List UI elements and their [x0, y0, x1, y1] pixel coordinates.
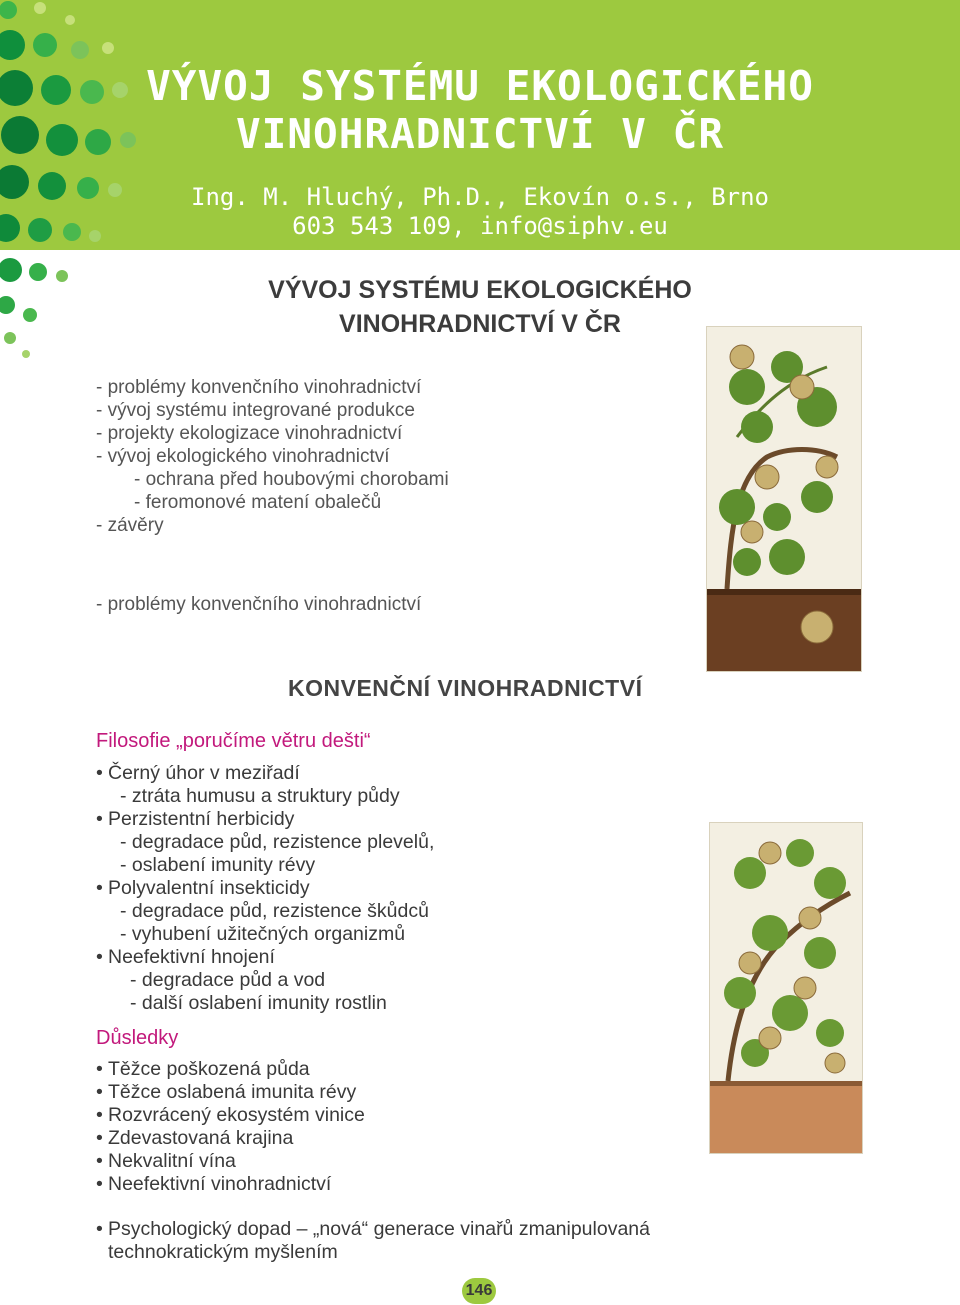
consequences-label: Důsledky — [96, 1027, 179, 1049]
section-label: - problémy konvenčního vinohradnictví — [96, 594, 422, 615]
list-item: • Neefektivní vinohradnictví — [96, 1173, 365, 1196]
consequences-list — [96, 1058, 365, 1196]
list-item: - vyhubení užitečných organizmů — [120, 923, 406, 945]
outline-item: - ochrana před houbovými chorobami — [134, 469, 449, 490]
conventional-list — [96, 762, 434, 1015]
vine-illustration-top — [706, 326, 862, 672]
outline-item: - závěry — [96, 515, 164, 536]
list-item: • Polyvalentní insekticidy — [96, 877, 434, 900]
author-line: Ing. M. Hluchý, Ph.D., Ekovín o.s., Brno — [191, 183, 769, 211]
list-item: • Těžce oslabená imunita révy — [96, 1081, 365, 1104]
list-item: • Zdevastovaná krajina — [96, 1127, 365, 1150]
psychology-list — [96, 1218, 736, 1264]
list-item: • Nekvalitní vína — [96, 1150, 365, 1173]
list-item: - další oslabení imunity rostlin — [130, 992, 387, 1014]
list-item: - oslabení imunity révy — [120, 854, 316, 876]
page-number: 146 — [462, 1278, 496, 1304]
list-item: • Psychologický dopad – „nová“ generace vinařů zmanipulovaná — [96, 1218, 736, 1241]
outline-list — [96, 376, 449, 537]
list-item: - ztráta humusu a struktury půdy — [120, 785, 400, 807]
outline-item: - feromonové matení obalečů — [134, 492, 382, 513]
list-item: - degradace půd, rezistence škůdců — [120, 900, 429, 922]
outline-item: - vývoj ekologického vinohradnictví — [96, 446, 390, 467]
outline-item: - problémy konvenčního vinohradnictví — [96, 377, 422, 398]
section-heading: KONVENČNÍ VINOHRADNICTVÍ — [288, 675, 643, 701]
list-item: - degradace půd, rezistence plevelů, — [120, 831, 435, 853]
list-item: • Černý úhor v meziřadí — [96, 762, 434, 785]
outline-item: - vývoj systému integrované produkce — [96, 400, 415, 421]
vine-illustration-bottom — [709, 822, 863, 1154]
list-item: • Těžce poškozená půda — [96, 1058, 365, 1081]
main-title-line2: VINOHRADNICTVÍ V ČR — [236, 110, 724, 158]
contact-line: 603 543 109, info@siphv.eu — [292, 212, 668, 240]
philosophy-label: Filosofie „poručíme větru dešti“ — [96, 730, 371, 752]
list-item-continuation: technokratickým myšlením — [108, 1241, 338, 1263]
subtitle-line2: VINOHRADNICTVÍ V ČR — [339, 310, 621, 338]
list-item: • Neefektivní hnojení — [96, 946, 434, 969]
outline-item: - projekty ekologizace vinohradnictví — [96, 423, 403, 444]
list-item: • Rozvrácený ekosystém vinice — [96, 1104, 365, 1127]
main-title-line1: VÝVOJ SYSTÉMU EKOLOGICKÉHO — [146, 62, 814, 110]
list-item: • Perzistentní herbicidy — [96, 808, 434, 831]
subtitle-line1: VÝVOJ SYSTÉMU EKOLOGICKÉHO — [268, 276, 692, 304]
list-item: - degradace půd a vod — [130, 969, 326, 991]
